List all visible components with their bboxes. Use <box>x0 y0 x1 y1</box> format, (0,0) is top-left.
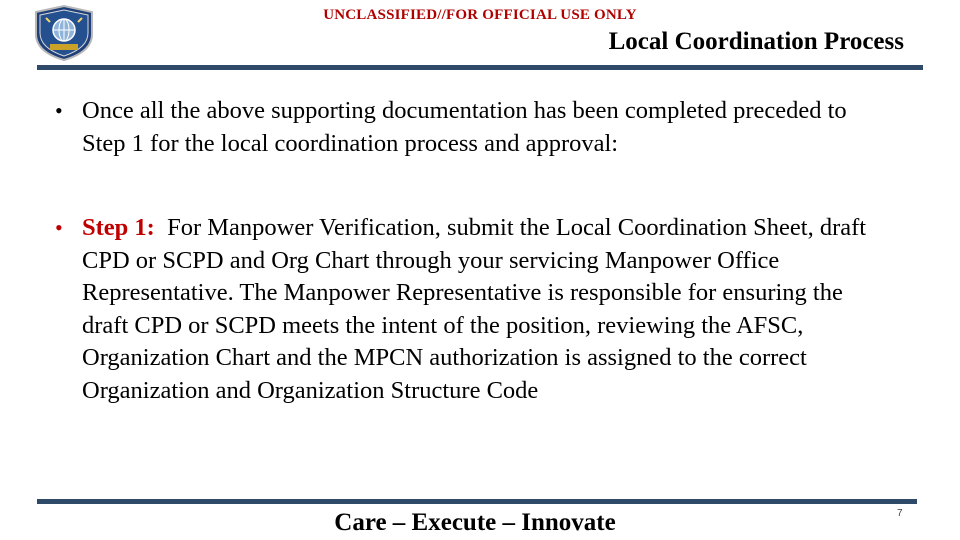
page-number: 7 <box>897 508 903 519</box>
bullet-list <box>55 95 885 407</box>
bullet-text: For Manpower Verification, submit the Local Coordination Sheet, draft CPD or SCPD and Org Chart through your servicing Manpower Office Representative. The Manpower Representative is responsible for ensuring the draft CPD or SCPD meets the intent of the position, reviewing the AFSC, Organization Chart and the MPCN authorization is assigned to the correct Organization and Organization Structure Code <box>82 214 867 404</box>
slide-title: Local Coordination Process <box>608 28 904 55</box>
bullet-dot-icon: • <box>55 215 63 240</box>
bullet-item-step-1 <box>55 212 885 407</box>
bullet-dot-icon: • <box>55 98 63 123</box>
footer-motto: Care – Execute – Innovate <box>334 509 616 536</box>
classification-banner: UNCLASSIFIED//FOR OFFICIAL USE ONLY <box>323 7 637 23</box>
bullet-item-intro <box>55 95 885 160</box>
footer-divider <box>37 499 917 504</box>
header-divider <box>37 65 923 70</box>
step-label: Step 1: <box>82 214 155 241</box>
bullet-text: Once all the above supporting documentation has been completed preceded to Step 1 for the local coordination process and approval: <box>82 97 847 157</box>
